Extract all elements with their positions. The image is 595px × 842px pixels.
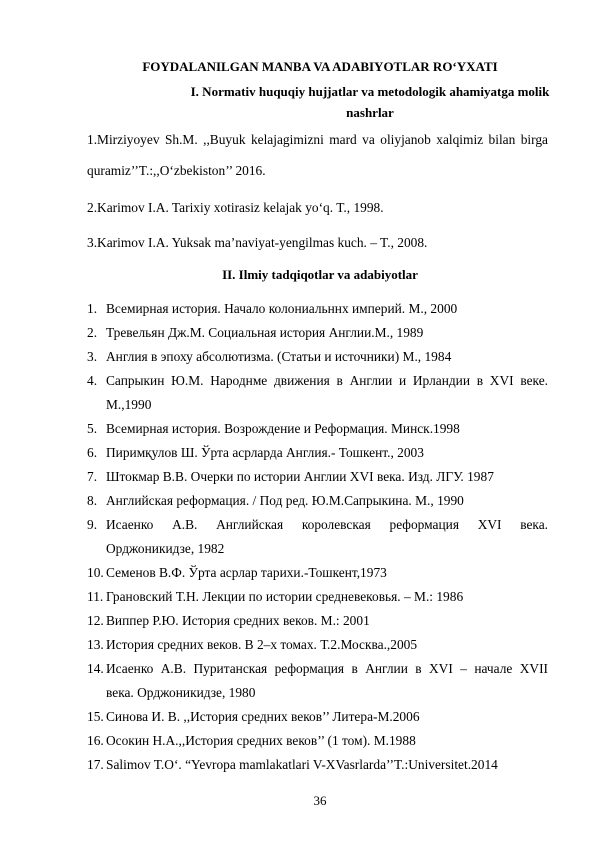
- section1-title-line1: I. Normativ huquqiy hujjatlar va metodologik ahamiyatga molik: [190, 84, 550, 99]
- list-item-number: 4.: [87, 373, 98, 388]
- list-item-number: 17.: [87, 757, 104, 772]
- list-item-number: 1.: [87, 301, 98, 316]
- list-item: Всемирная история. Возрождение и Реформация. Минск.1998: [106, 421, 460, 436]
- list-item: История средних веков. В 2–х томах. Т.2.Москва.,2005: [106, 637, 418, 652]
- section1-title-line2: nashrlar: [346, 105, 394, 120]
- list-item: Синова И. В. ,,История средних веков’’ Литера-М.2006: [106, 709, 420, 724]
- list-item: Виппер Р.Ю. История средних веков. М.: 2001: [106, 613, 370, 628]
- normative-item-1-line2: quramiz’’T.:,,O‘zbekiston’’ 2016.: [87, 163, 266, 178]
- page-number: 36: [313, 793, 327, 808]
- list-item: Штокмар В.В. Очерки по истории Англии XVI века. Изд. ЛГУ. 1987: [106, 469, 494, 484]
- list-item-number: 8.: [87, 493, 98, 508]
- list-item-number: 15.: [87, 709, 104, 724]
- section2-title: II. Ilmiy tadqiqotlar va adabiyotlar: [222, 267, 418, 282]
- normative-item-2: 2.Karimov I.A. Tarixiy xotirasiz kelajak yo‘q. T., 1998.: [87, 200, 384, 215]
- list-item: Всемирная история. Начало колониальннх империй. М., 2000: [106, 301, 458, 316]
- list-item-number: 6.: [87, 445, 98, 460]
- list-item-continuation: Орджоникидзе, 1982: [106, 541, 225, 556]
- bibliography-heading: FOYDALANILGAN MANBA VA ADABIYOTLAR RO‘YXATI: [142, 59, 498, 74]
- list-item-number: 13.: [87, 637, 104, 652]
- list-item: Сапрыкин Ю.М. Народнме движения в Англии и Ирландии в XVI веке.: [106, 373, 548, 388]
- list-item: Английская реформация. / Под ред. Ю.М.Сапрыкина. М., 1990: [106, 493, 464, 508]
- list-item: Исаенко А.В. Английская королевская реформация XVI века.: [106, 517, 548, 532]
- list-item-number: 3.: [87, 349, 98, 364]
- list-item-number: 11.: [87, 589, 104, 604]
- list-item: Тревельян Дж.М. Социальная история Англии.М., 1989: [106, 325, 424, 340]
- list-item: Англия в эпоху абсолютизма. (Статьи и источники) М., 1984: [106, 349, 452, 364]
- list-item-number: 7.: [87, 469, 98, 484]
- list-item-number: 12.: [87, 613, 104, 628]
- list-item: Пиримқулов Ш. Ўрта асрларда Англия.- Тошкент., 2003: [106, 445, 424, 460]
- list-item-number: 10.: [87, 565, 104, 580]
- list-item-continuation: века. Орджоникидзе, 1980: [106, 685, 256, 700]
- list-item-number: 5.: [87, 421, 98, 436]
- list-item: Salimov T.O‘. “Yevropa mamlakatlari V-XVasrlarda’’T.:Universitet.2014: [106, 757, 498, 772]
- list-item: Семенов В.Ф. Ўрта асрлар тарихи.-Тошкент,1973: [106, 565, 387, 580]
- list-item-number: 9.: [87, 517, 98, 532]
- list-item-number: 2.: [87, 325, 98, 340]
- list-item: Осокин Н.А.,,История средних веков’’ (1 том). М.1988: [106, 733, 416, 748]
- list-item-number: 14.: [87, 661, 104, 676]
- list-item-number: 16.: [87, 733, 104, 748]
- normative-item-1-line1: 1.Mirziyoyev Sh.M. ,,Buyuk kelajagimizni mard va oliyjanob xalqimiz bilan birga: [87, 132, 548, 147]
- normative-item-3: 3.Karimov I.A. Yuksak ma’naviyat-yengilmas kuch. – T., 2008.: [87, 235, 428, 250]
- list-item: Исаенко А.В. Пуританская реформация в Англии в XVI – начале XVII: [106, 661, 548, 676]
- list-item-continuation: М.,1990: [106, 397, 152, 412]
- list-item: Грановский Т.Н. Лекции по истории средневековья. – М.: 1986: [106, 589, 464, 604]
